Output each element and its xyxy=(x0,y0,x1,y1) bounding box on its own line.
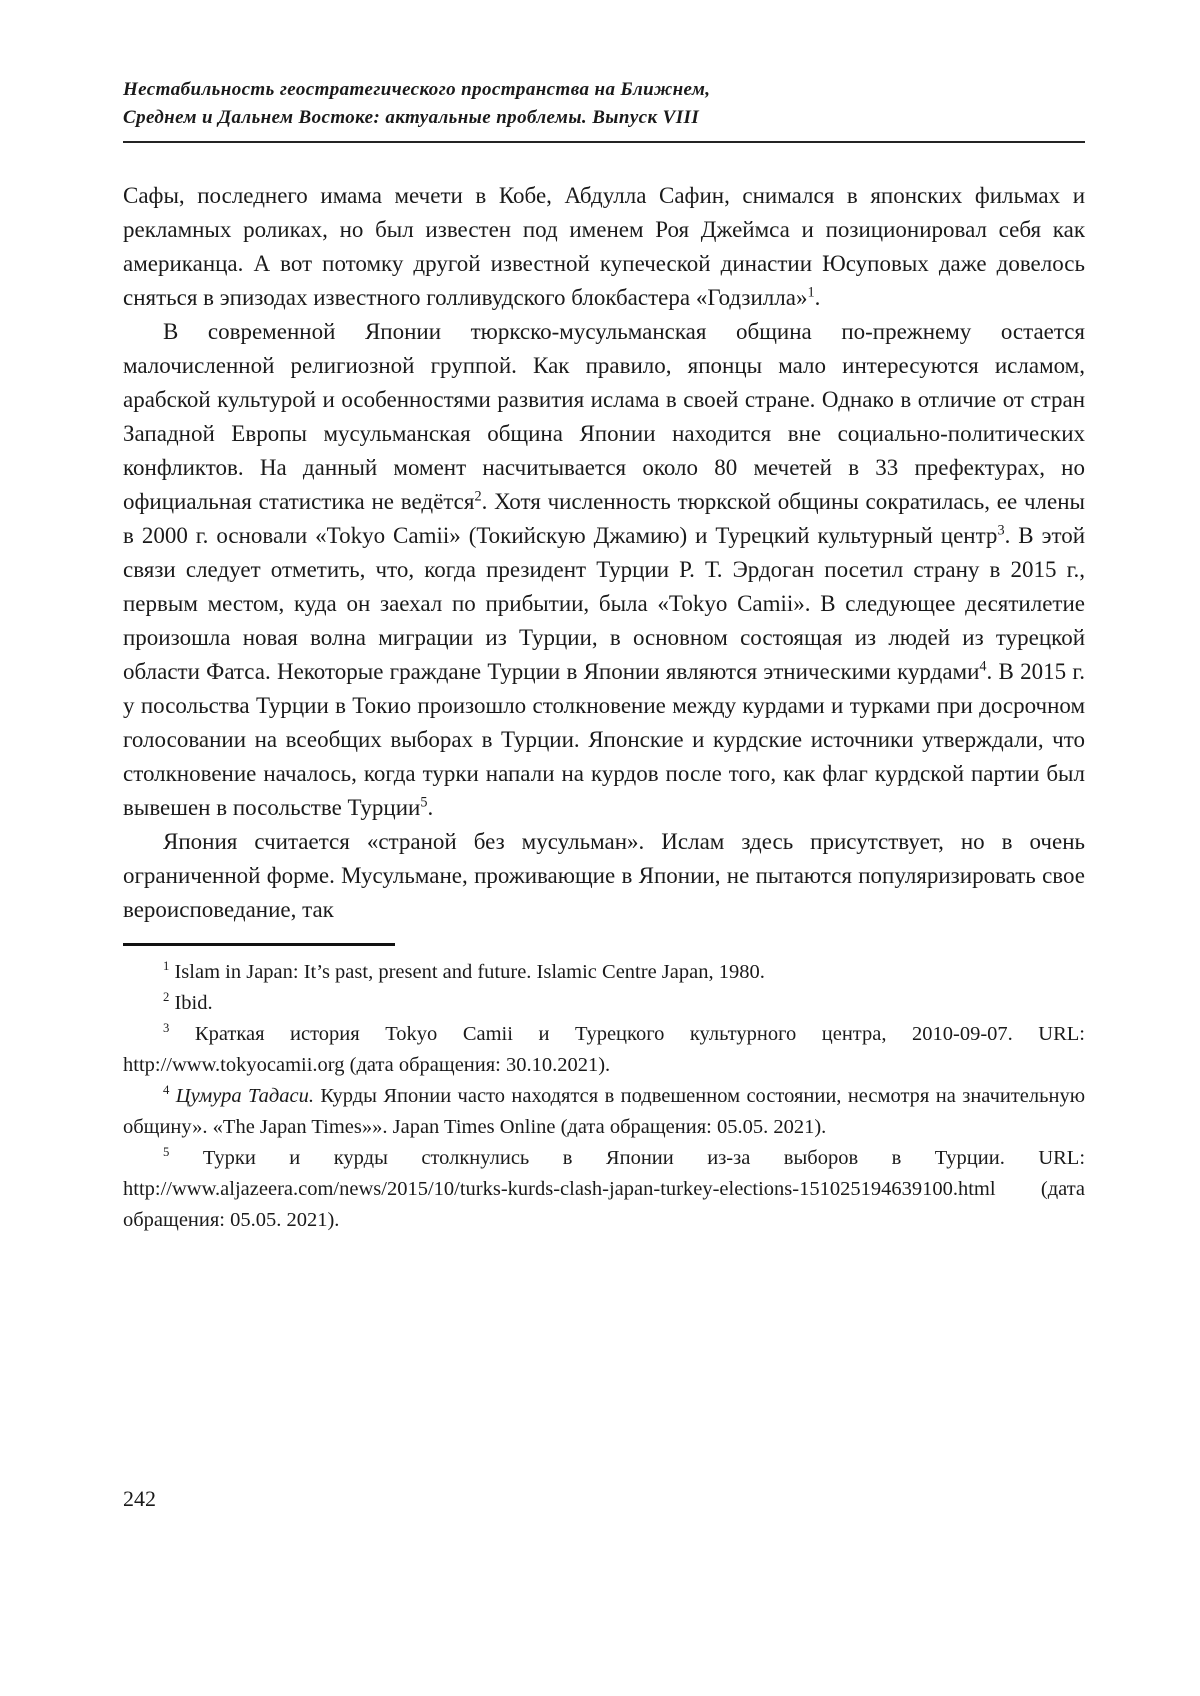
paragraph-text: Япония считается «страной без мусульман». Ислам здесь присутствует, но в очень ограниченной форме. Мусульмане, проживающие в Японии, не пытаются популяризировать свое вероисповедание, так xyxy=(123,829,1085,922)
footnote-separator xyxy=(123,943,395,946)
footnotes xyxy=(123,957,1085,1236)
paragraph-text: В современной Японии тюркско-мусульманская община по-прежнему остается малочисленной религиозной группой. Как правило, японцы мало интересуются исламом, арабской культурой и особенностями развития ислама в своей стране. Однако в отличие от стран Западной Европы мусульманская община Японии находится вне социально-политических конфликтов. На данный момент насчитывается около 80 мечетей в 33 префектурах, но официальная статистика не ведётся xyxy=(123,319,1085,514)
paragraph-text: Сафы, последнего имама мечети в Кобе, Абдулла Сафин, снимался в японских фильмах и рекламных роликах, но был известен под именем Роя Джеймса и позиционировал себя как американца. А вот потомку другой известной купеческой династии Юсуповых даже довелось сняться в эпизодах известного голливудского блокбастера «Годзилла» xyxy=(123,183,1085,310)
footnote-ref-1: 1 xyxy=(807,284,815,301)
footnote-text: Ibid. xyxy=(174,992,213,1014)
footnote-text: Турки и курды столкнулись в Японии из-за выборов в Турции. URL: http://www.aljazeera.com/news/2015/10/turks-kurds-clash-japan-turkey-elections-151025194639100.html (дата обращения: 05.05. 2021). xyxy=(123,1147,1086,1231)
footnote-number: 5 xyxy=(163,1145,170,1160)
running-header-line1: Нестабильность геостратегического пространства на Ближнем, xyxy=(123,79,711,100)
footnote-text: Краткая история Tokyo Camii и Турецкого культурного центра, 2010-09-07. URL: http://www.tokyocamii.org (дата обращения: 30.10.2021). xyxy=(123,1023,1086,1076)
paragraph-text: . xyxy=(814,285,821,310)
footnote-ref-3: 3 xyxy=(997,522,1005,539)
paragraph-2 xyxy=(123,315,1085,825)
paragraph-text: . В 2015 г. у посольства Турции в Токио произошло столкновение между курдами и турками при досрочном голосовании на всеобщих выборах в Турции. Японские и курдские источники утверждали, что столкновение началось, когда турки напали на курдов после того, как флаг курдской партии был вывешен в посольстве Турции xyxy=(123,659,1085,820)
footnote-number: 2 xyxy=(163,990,170,1005)
paragraph-3 xyxy=(123,825,1085,927)
footnote-text: Islam in Japan: It’s past, present and future. Islamic Centre Japan, 1980. xyxy=(174,961,765,983)
footnote-item-2 xyxy=(123,988,1085,1019)
footnote-number: 4 xyxy=(163,1083,170,1098)
footnote-author: Цумура Тадаси. xyxy=(175,1085,314,1107)
footnote-ref-4: 4 xyxy=(979,658,987,675)
footnote-item-1 xyxy=(123,957,1085,988)
body-text xyxy=(123,179,1085,927)
paragraph-text: . xyxy=(427,795,434,820)
page-number: 242 xyxy=(123,1486,156,1511)
paragraph-1 xyxy=(123,179,1085,315)
footnote-ref-5: 5 xyxy=(420,794,428,811)
footnote-item-5 xyxy=(123,1143,1085,1236)
footnote-text: Курды Японии часто находятся в подвешенном состоянии, несмотря на значительную общину». «The Japan Times»». Japan Times Online (дата обращения: 05.05. 2021). xyxy=(123,1085,1086,1138)
paragraph-text: . В этой связи следует отметить, что, когда президент Турции Р. Т. Эрдоган посетил страну в 2015 г., первым местом, куда он заехал по прибытии, была «Tokyo Camii». В следующее десятилетие произошла новая волна миграции из Турции, в основном состоящая из людей из турецкой области Фатса. Некоторые граждане Турции в Японии являются этническими курдами xyxy=(123,523,1085,684)
running-header-line2: Среднем и Дальнем Востоке: актуальные проблемы. Выпуск VIII xyxy=(123,107,700,128)
footnote-item-3 xyxy=(123,1019,1085,1081)
footnote-number: 3 xyxy=(163,1021,170,1036)
paragraph-text: . Хотя численность тюркской общины сократилась, ее члены в 2000 г. основали «Tokyo Camii» (Токийскую Джамию) и Турецкий культурный центр xyxy=(123,489,1085,548)
running-header xyxy=(123,76,1085,143)
footnote-item-4 xyxy=(123,1081,1085,1143)
footnote-number: 1 xyxy=(163,959,170,974)
footnote-ref-2: 2 xyxy=(474,488,482,505)
